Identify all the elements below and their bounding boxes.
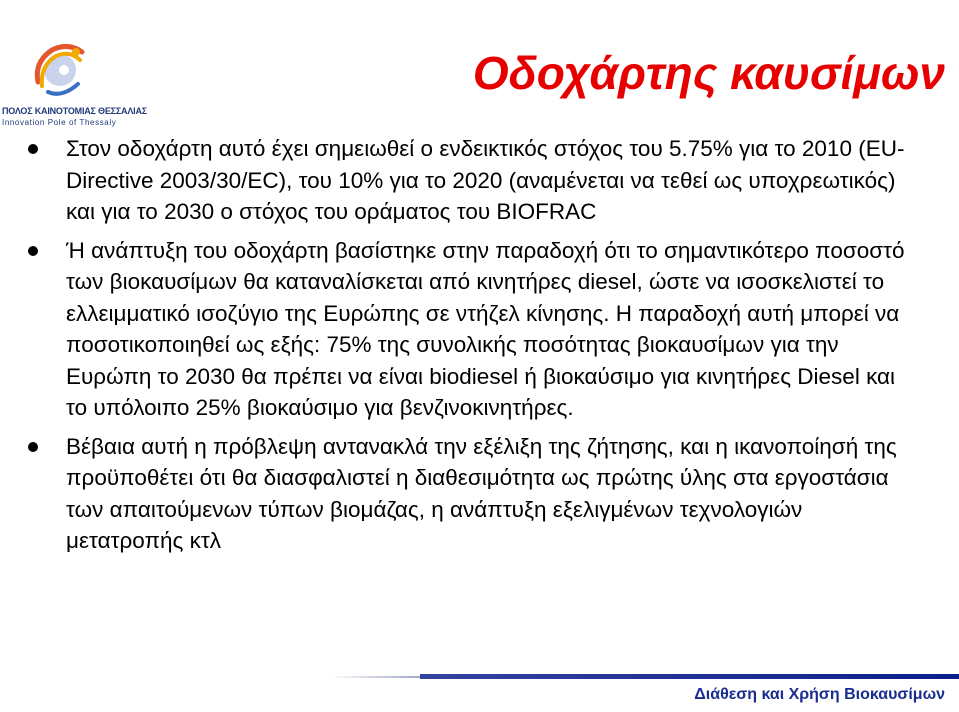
bullet-dot-icon — [28, 442, 38, 452]
bullet-text: Ή ανάπτυξη του οδοχάρτη βασίστηκε στην παραδοχή ότι το σημαντικότερο ποσοστό των βιοκαυσίμων θα καταναλίσκεται από κινητήρες diesel, ώστε να ισοσκελιστεί το ελλειμματικό ισοζύγιο της Ευρώπης σε ντήζελ κίνησης. Η παραδοχή αυτή μπορεί να ποσοτικοποιηθεί ως εξής: 75% της συνολικής ποσότητας βιοκαυσίμων για την Ευρώπη το 2030 θα πρέπει να είναι biodiesel ή βιοκαύσιμο για κινητήρες Diesel και το υπόλοιπο 25% βιοκαύσιμο για βενζινοκινητήρες. — [66, 237, 905, 420]
innovation-pole-logo-icon — [24, 40, 96, 102]
bullet-item — [28, 133, 908, 228]
bullet-text: Στον οδοχάρτη αυτό έχει σημειωθεί ο ενδεικτικός στόχος του 5.75% για το 2010 (EU-Directive 2003/30/EC), του 10% για το 2020 (αναμένεται να τεθεί ως υποχρεωτικός) και για το 2030 ο στόχος του οράματος του BIOFRAC — [66, 136, 905, 224]
bullet-item — [28, 235, 908, 424]
logo-text-english: Innovation Pole of Thessaly — [2, 118, 117, 127]
logo-text-greek: ΠΟΛΟΣ ΚΑΙΝΟΤΟΜΙΑΣ ΘΕΣΣΑΛΙΑΣ — [2, 106, 147, 116]
footer-text: Διάθεση και Χρήση Βιοκαυσίμων — [694, 686, 945, 703]
bullet-text: Βέβαια αυτή η πρόβλεψη αντανακλά την εξέλιξη της ζήτησης, και η ικανοποίησή της προϋποθέτει ότι θα διασφαλιστεί η διαθεσιμότητα ως πρώτης ύλης στα εργοστάσια των απαιτούμενων τύπων βιομάζας, η ανάπτυξη εξελιγμένων τεχνολογιών μετατροπής κτλ — [66, 433, 897, 553]
bullet-item — [28, 431, 908, 557]
bullet-dot-icon — [28, 246, 38, 256]
logo — [2, 40, 147, 132]
footer-divider-fade — [330, 676, 426, 678]
bullet-dot-icon — [28, 144, 38, 154]
bullet-list — [28, 133, 908, 564]
footer-divider — [420, 674, 959, 679]
slide-title: Οδοχάρτης καυσίμων — [472, 47, 945, 99]
